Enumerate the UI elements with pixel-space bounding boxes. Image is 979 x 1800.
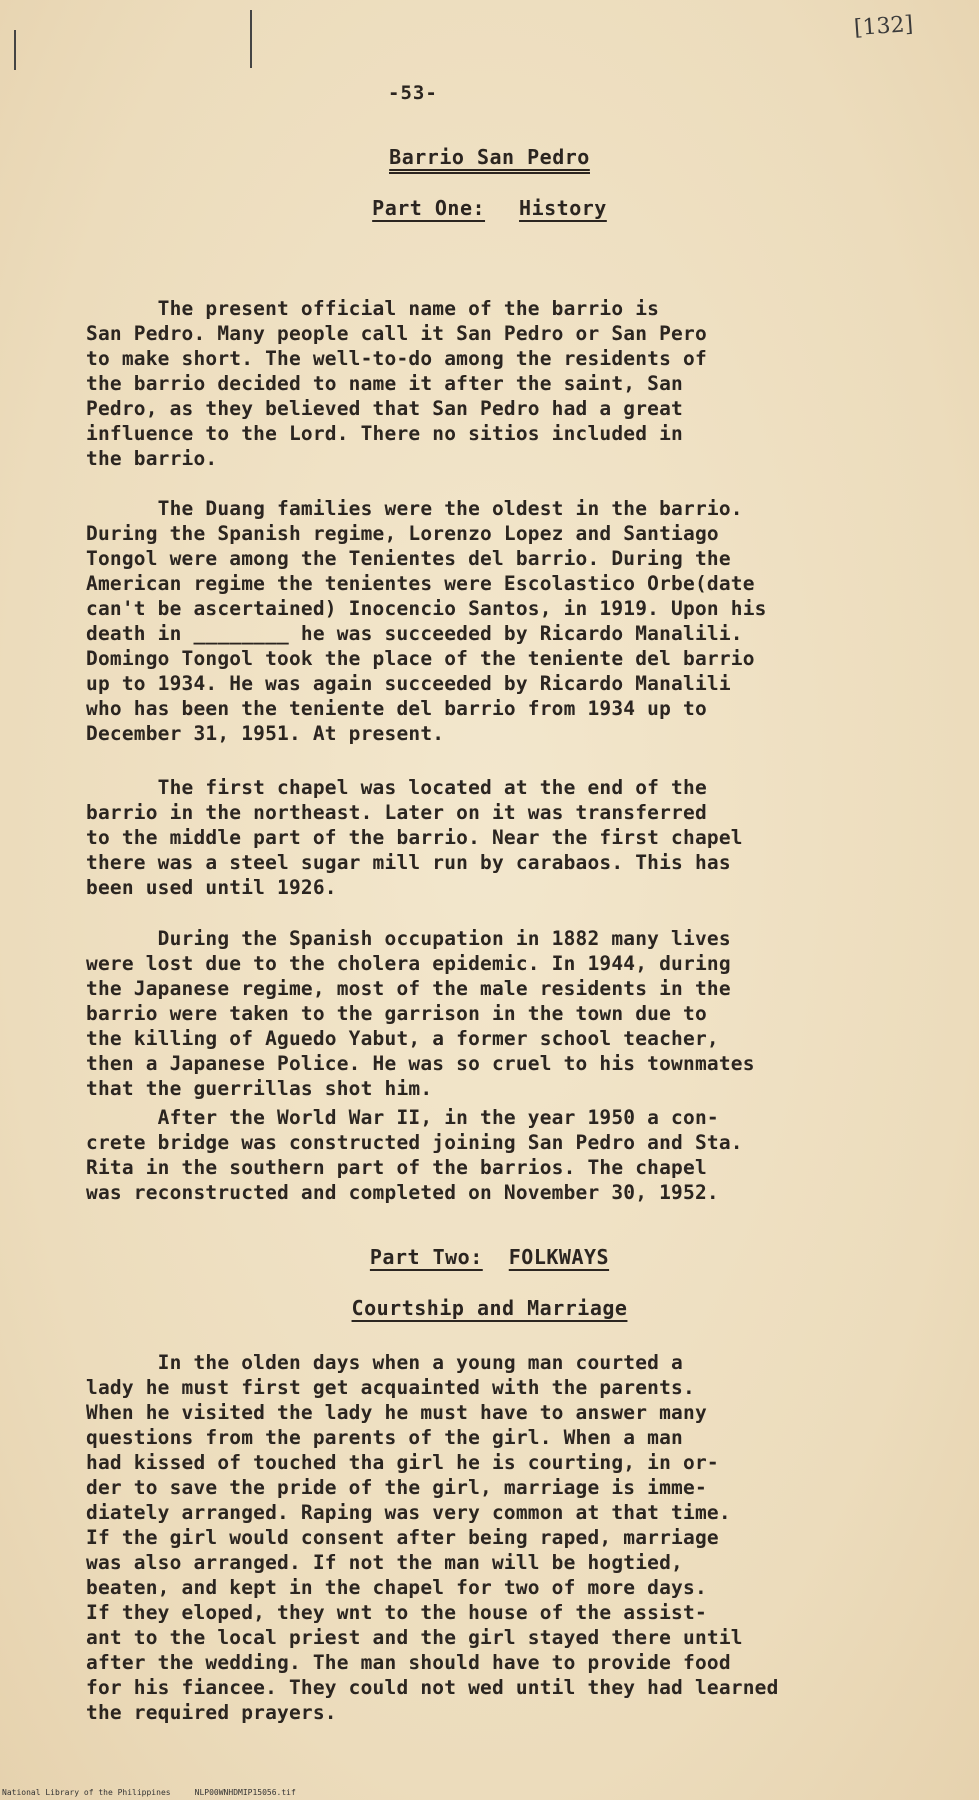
paragraph-chapel: The first chapel was located at the end of the barrio in the northeast. Later on it was transferred to the middle part of the barrio. Near the first chapel there was a steel sugar mill run by carabaos. This has been used until 1926. bbox=[86, 776, 743, 899]
paragraph-barrio-name: The present official name of the barrio is San Pedro. Many people call it San Pedro or San Pero to make short. The well-to-do among the residents of the barrio decided to name it after the saint, San Pedro, as they believed that San Pedro had a great influence to the Lord. There no sitios included in the barrio. bbox=[86, 297, 707, 470]
margin-mark bbox=[250, 10, 252, 68]
part-one-title: History bbox=[519, 196, 607, 220]
paragraph-tenientes: The Duang families were the oldest in the barrio. During the Spanish regime, Lorenzo Lopez and Santiago Tongol were among the Tenientes del barrio. During the American regime the tenientes were Escolastico Orbe(date can't be ascertained) Inocencio Santos, in 1919. Upon his death in ________ he was succeeded by Ricardo Manalili. Domingo Tongol took the place of the teniente del barrio up to 1934. He was again succeeded by Ricardo Manalili who has been the teniente del barrio from 1934 up to December 31, 1951. At present. bbox=[86, 497, 767, 745]
part-one-heading bbox=[0, 196, 979, 220]
paragraph-courtship: In the olden days when a young man courted a lady he must first get acquainted with the parents. When he visited the lady he must have to answer many questions from the parents of the girl. When a man had kissed of touched tha girl he is courting, in or- der to save the pride of the girl, marriage is imme- diately arranged. Raping was very common at that time. If the girl would consent after being raped, marriage was also arranged. If not the man will be hogtied, beaten, and kept in the chapel for two of more days. If they eloped, they wnt to the house of the assist- ant to the local priest and the girl stayed there until after the wedding. The man should have to provide food for his fiancee. They could not wed until they had learned the required prayers. bbox=[86, 1351, 779, 1724]
document-title-text: Barrio San Pedro bbox=[389, 145, 590, 174]
part-two-heading bbox=[0, 1245, 979, 1269]
paragraph-bridge: After the World War II, in the year 1950 a con- crete bridge was constructed joining San Pedro and Sta. Rita in the southern part of the barrios. The chapel was reconstructed and completed on November 30, 1952. bbox=[86, 1106, 743, 1204]
scan-footer: National Library of the Philippines NLP00WNHDMIP15056.tif bbox=[2, 1788, 296, 1797]
part-two-label: Part Two: bbox=[369, 1245, 483, 1269]
paragraph-occupation: During the Spanish occupation in 1882 many lives were lost due to the cholera epidemic. In 1944, during the Japanese regime, most of the male residents in the barrio were taken to the garrison in the town due to the killing of Aguedo Yabut, a former school teacher, then a Japanese Police. He was so cruel to his townmates that the guerrillas shot him. bbox=[86, 927, 755, 1100]
section-title: Courtship and Marriage bbox=[351, 1296, 628, 1320]
section-heading bbox=[0, 1296, 979, 1320]
part-one-label: Part One: bbox=[372, 196, 486, 220]
margin-mark bbox=[14, 30, 16, 70]
part-two-title: FOLKWAYS bbox=[508, 1245, 610, 1269]
document-title bbox=[0, 145, 979, 169]
page-number: -53- bbox=[388, 82, 438, 104]
archive-annotation: [132] bbox=[853, 11, 914, 42]
